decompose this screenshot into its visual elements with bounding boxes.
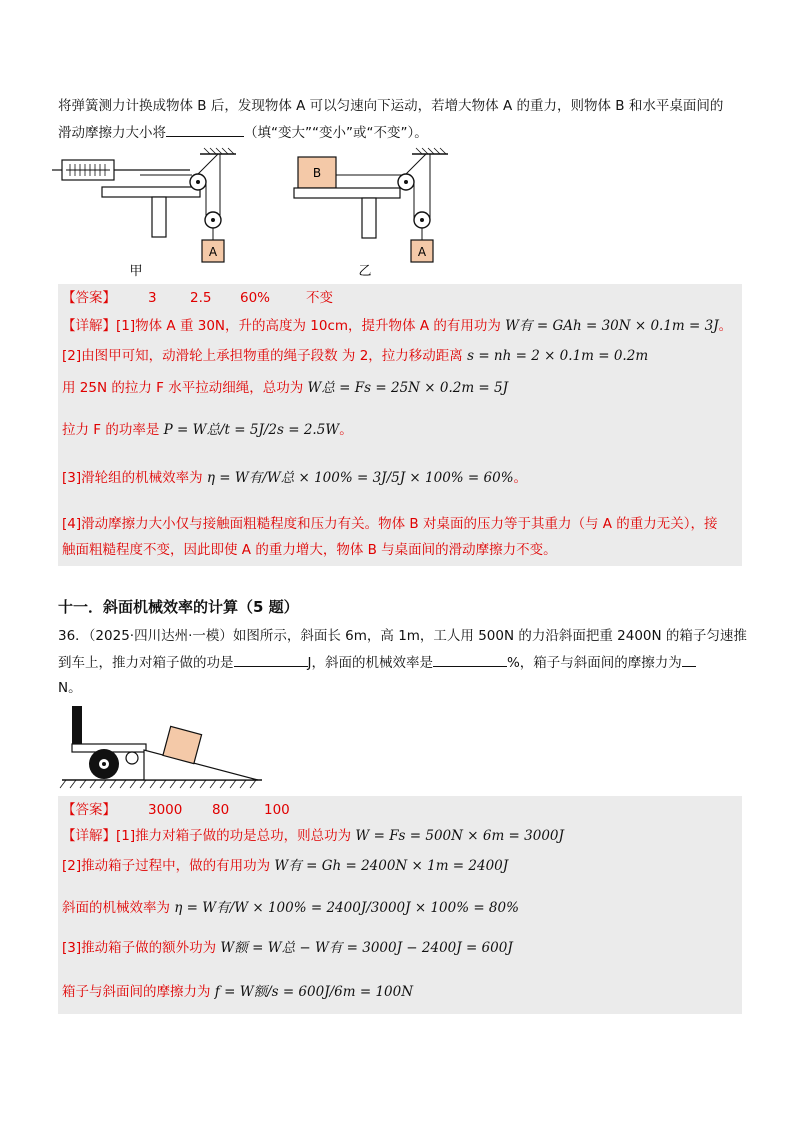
q36-text-line3: N。 (58, 680, 82, 696)
formula: s = nh = 2 × 0.1m = 0.2m (467, 348, 649, 364)
formula: W = Fs = 500N × 6m = 3000J (355, 828, 564, 844)
answer35-line: 【答案】 3 2.5 60% 不变 (62, 290, 333, 306)
answer-value: 3000 (148, 802, 183, 818)
q36-text-line1: 36．（2025·四川达州·一模）如图所示，斜面长 6m，高 1m，工人用 500N 的力沿斜面把重 2400N 的箱子匀速推 (58, 628, 747, 644)
table-top (102, 187, 200, 197)
cart-handle (72, 706, 82, 748)
answer-value: 80 (212, 802, 230, 818)
figure-yi (294, 148, 448, 279)
answer35-detail-5: [3]滑轮组的机械效率为 η = W有/W总 × 100% = 3J/5J × 100% = 60%。 (62, 470, 528, 486)
answer36-detail-5: 箱子与斜面间的摩擦力为 f = W额/s = 600J/6m = 100N (62, 984, 414, 1000)
table-top-right (294, 188, 400, 198)
formula: W有 = GAh = 30N × 0.1m = 3J (505, 318, 719, 334)
answer-value: 2.5 (190, 290, 212, 306)
formula: P = W总/t = 5J/2s = 2.5W (163, 422, 340, 438)
incline-ramp (144, 750, 258, 780)
table-leg (152, 197, 166, 237)
table-leg-right (362, 198, 376, 238)
block-a-label-right: A (417, 245, 427, 259)
answer36-detail-2: [2]推动箱子过程中，做的有用功为 W有 = Gh = 2400N × 1m = 2400J (62, 858, 509, 874)
answer-value: 100 (264, 802, 290, 818)
q35-text-line1: 将弹簧测力计换成物体 B 后，发现物体 A 可以匀速向下运动，若增大物体 A 的重力，则物体 B 和水平桌面间的 (58, 98, 724, 114)
formula: W额 = W总 − W有 = 3000J − 2400J = 600J (220, 940, 513, 956)
answer35-detail-6b: 触面粗糙程度不变，因此即使 A 的重力增大，物体 B 与桌面间的滑动摩擦力不变。 (62, 542, 557, 558)
q35-text-line2: 滑动摩擦力大小将 （填“变大”“变小”或“不变”）。 (58, 122, 428, 143)
formula: W有 = Gh = 2400N × 1m = 2400J (274, 858, 509, 874)
answer-value: 不变 (306, 290, 333, 306)
block-b-label: B (312, 166, 322, 180)
figure-label-yi: 乙 (358, 264, 372, 279)
formula: η = W有/W × 100% = 2400J/3000J × 100% = 80% (174, 900, 519, 916)
figure-label-jia: 甲 (129, 264, 143, 279)
answer35-detail-3: 用 25N 的拉力 F 水平拉动细绳，总功为 W总 = Fs = 25N × 0.2m = 5J (62, 380, 509, 396)
answer35-detail-6a: [4]滑动摩擦力大小仅与接触面粗糙程度和压力有关。物体 B 对桌面的压力等于其重力（与 A 的重力无关），接 (62, 516, 718, 532)
answer-blank (234, 652, 308, 667)
formula: η = W有/W总 × 100% = 3J/5J × 100% = 60% (206, 470, 514, 486)
answer36-line: 【答案】 3000 80 100 (62, 802, 290, 818)
answer35-detail-4: 拉力 F 的功率是 P = W总/t = 5J/2s = 2.5W。 (62, 422, 353, 438)
figure-jia (52, 148, 236, 279)
q36-text-line2: 到车上，推力对箱子做的功是 J，斜面的机械效率是 %，箱子与斜面间的摩擦力为 (58, 652, 696, 673)
answer36-detail-3: 斜面的机械效率为 η = W有/W × 100% = 2400J/3000J × 100% = 80% (62, 900, 519, 916)
answer-blank (682, 652, 696, 667)
answer-value: 60% (240, 290, 271, 306)
section-title: 十一．斜面机械效率的计算（5 题） (58, 598, 299, 616)
incline-figure (58, 700, 268, 795)
answer-blank (433, 652, 507, 667)
formula: f = W额/s = 600J/6m = 100N (214, 984, 414, 1000)
answer-value: 3 (148, 290, 157, 306)
answer35-detail-1: 【详解】[1]物体 A 重 30N，升的高度为 10cm，提升物体 A 的有用功为 W有 = GAh = 30N × 0.1m = 3J。 (62, 318, 733, 334)
answer36-detail-4: [3]推动箱子做的额外功为 W额 = W总 − W有 = 3000J − 2400J = 600J (62, 940, 513, 956)
answer35-detail-2: [2]由图甲可知，动滑轮上承担物重的绳子段数 为 2，拉力移动距离 s = nh = 2 × 0.1m = 0.2m (62, 348, 649, 364)
pulley-figures (40, 140, 460, 280)
block-a-label: A (208, 245, 218, 259)
answer-blank (166, 122, 244, 137)
formula: W总 = Fs = 25N × 0.2m = 5J (307, 380, 509, 396)
answer36-detail-1: 【详解】[1]推力对箱子做的功是总功，则总功为 W = Fs = 500N × 6m = 3000J (62, 828, 564, 844)
